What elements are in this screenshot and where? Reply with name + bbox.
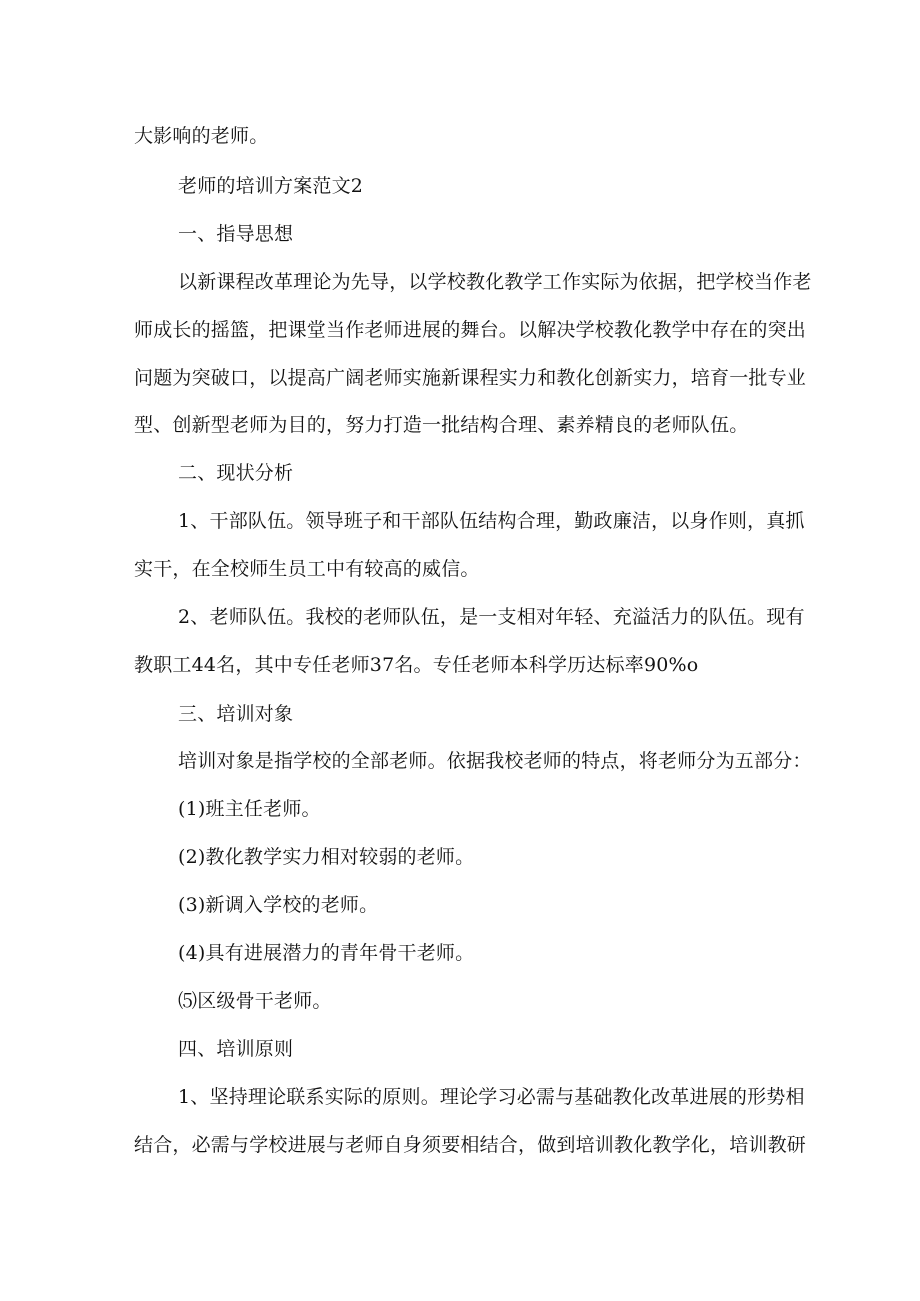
paragraph-line: 2、老师队伍。我校的老师队伍，是一支相对年轻、充溢活力的队伍。现有	[178, 606, 805, 628]
paragraph-line: 结合，必需与学校进展与老师自身须要相结合，做到培训教化教学化，培训教研	[134, 1134, 807, 1156]
paragraph-line: 师成长的摇篮，把课堂当作老师进展的舞台。以解决学校教化教学中存在的突出	[134, 319, 807, 341]
paragraph-line: 1、坚持理论联系实际的原则。理论学习必需与基础教化改革进展的形势相	[178, 1086, 805, 1108]
section-title: 老师的培训方案范文2	[178, 175, 364, 197]
list-item: (2)教化教学实力相对较弱的老师。	[178, 846, 475, 868]
heading-training-principles: 四、培训原则	[178, 1038, 294, 1060]
paragraph-line: 问题为突破口，以提高广阔老师实施新课程实力和教化创新实力，培育一批专业	[134, 367, 807, 389]
paragraph-line: 教职工44名，其中专任老师37名。专任老师本科学历达标率90%o	[134, 654, 699, 676]
paragraph-line: 培训对象是指学校的全部老师。依据我校老师的特点，将老师分为五部分：	[178, 750, 812, 772]
heading-guiding-thought: 一、指导思想	[178, 223, 294, 245]
heading-training-targets: 三、培训对象	[178, 703, 294, 725]
list-item: (1)班主任老师。	[178, 798, 321, 820]
paragraph-line: 型、创新型老师为目的，努力打造一批结构合理、素养精良的老师队伍。	[134, 414, 749, 436]
paragraph-line: 以新课程改革理论为先导，以学校教化教学工作实际为依据，把学校当作老	[178, 271, 812, 293]
paragraph-line: 1、干部队伍。领导班子和干部队伍结构合理，勤政廉洁，以身作则，真抓	[178, 510, 805, 532]
text-line-continuation: 大影响的老师。	[134, 125, 269, 147]
list-item: (3)新调入学校的老师。	[178, 894, 379, 916]
heading-current-analysis: 二、现状分析	[178, 462, 294, 484]
list-item: ⑸区级骨干老师。	[178, 990, 332, 1012]
list-item: (4)具有进展潜力的青年骨干老师。	[178, 942, 475, 964]
paragraph-line: 实干，在全校师生员工中有较高的威信。	[134, 558, 480, 580]
